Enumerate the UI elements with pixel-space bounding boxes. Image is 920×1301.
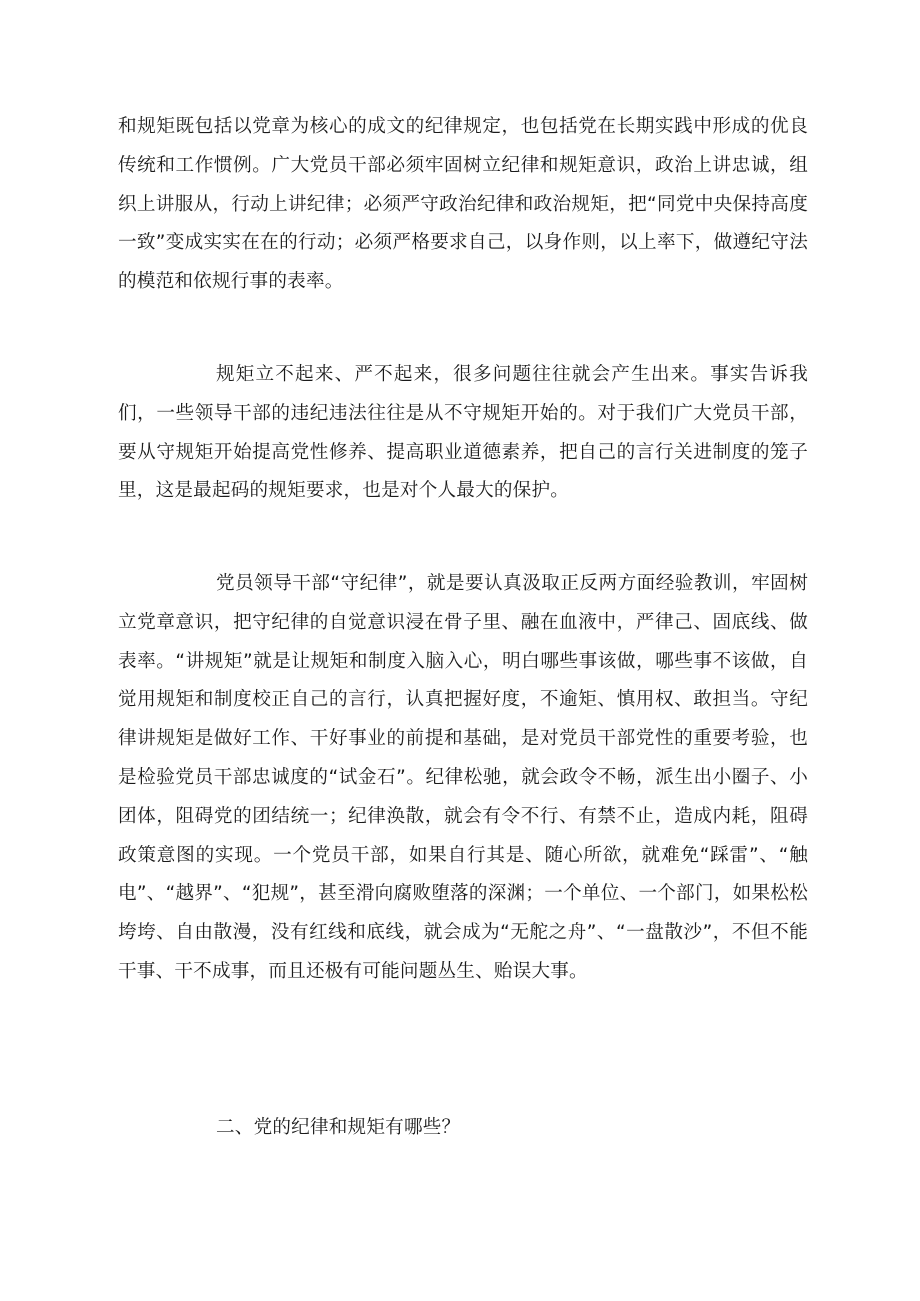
paragraph-1: 和规矩既包括以党章为核心的成文的纪律规定，也包括党在长期实践中形成的优良传统和工作惯例。广大党员干部必须牢固树立纪律和规矩意识，政治上讲忠诚，组织上讲服从，行动上讲纪律；必须严守政治纪律和政治规矩，把“同党中央保持高度一致”变成实实在在的行动；必须严格要求自己，以身作则，以上率下，做遵纪守法的模范和依规行事的表率。 bbox=[118, 116, 808, 293]
paragraph-3: 党员领导干部“守纪律”，就是要认真汲取正反两方面经验教训，牢固树立党章意识，把守纪律的自觉意识浸在骨子里、融在血液中，严律己、固底线、做表率。“讲规矩”就是让规矩和制度入脑入心，明白哪些事该做，哪些事不该做，自觉用规矩和制度校正自己的言行，认真把握好度，不逾矩、慎用权、敢担当。守纪律讲规矩是做好工作、干好事业的前提和基础，是对党员干部党性的重要考验，也是检验党员干部忠诚度的“试金石”。纪律松驰，就会政令不畅，派生出小圈子、小团体，阻碍党的团结统一；纪律涣散，就会有令不行、有禁不止，造成内耗，阻碍政策意图的实现。一个党员干部，如果自行其是、随心所欲，就难免“踩雷”、“触电”、“越界”、“犯规”，甚至滑向腐败堕落的深渊；一个单位、一个部门，如果松松垮垮、自由散漫，没有红线和底线，就会成为“无舵之舟”、“一盘散沙”，不但不能干事、干不成事，而且还极有可能问题丛生、贻误大事。 bbox=[118, 573, 808, 982]
paragraph-2: 规矩立不起来、严不起来，很多问题往往就会产生出来。事实告诉我们，一些领导干部的违纪违法往往是从不守规矩开始的。对于我们广大党员干部，要从守规矩开始提高党性修养、提高职业道德素养，把自己的言行关进制度的笼子里，这是最起码的规矩要求，也是对个人最大的保护。 bbox=[118, 364, 808, 502]
section-heading: 二、党的纪律和规矩有哪些？ bbox=[216, 1117, 461, 1138]
